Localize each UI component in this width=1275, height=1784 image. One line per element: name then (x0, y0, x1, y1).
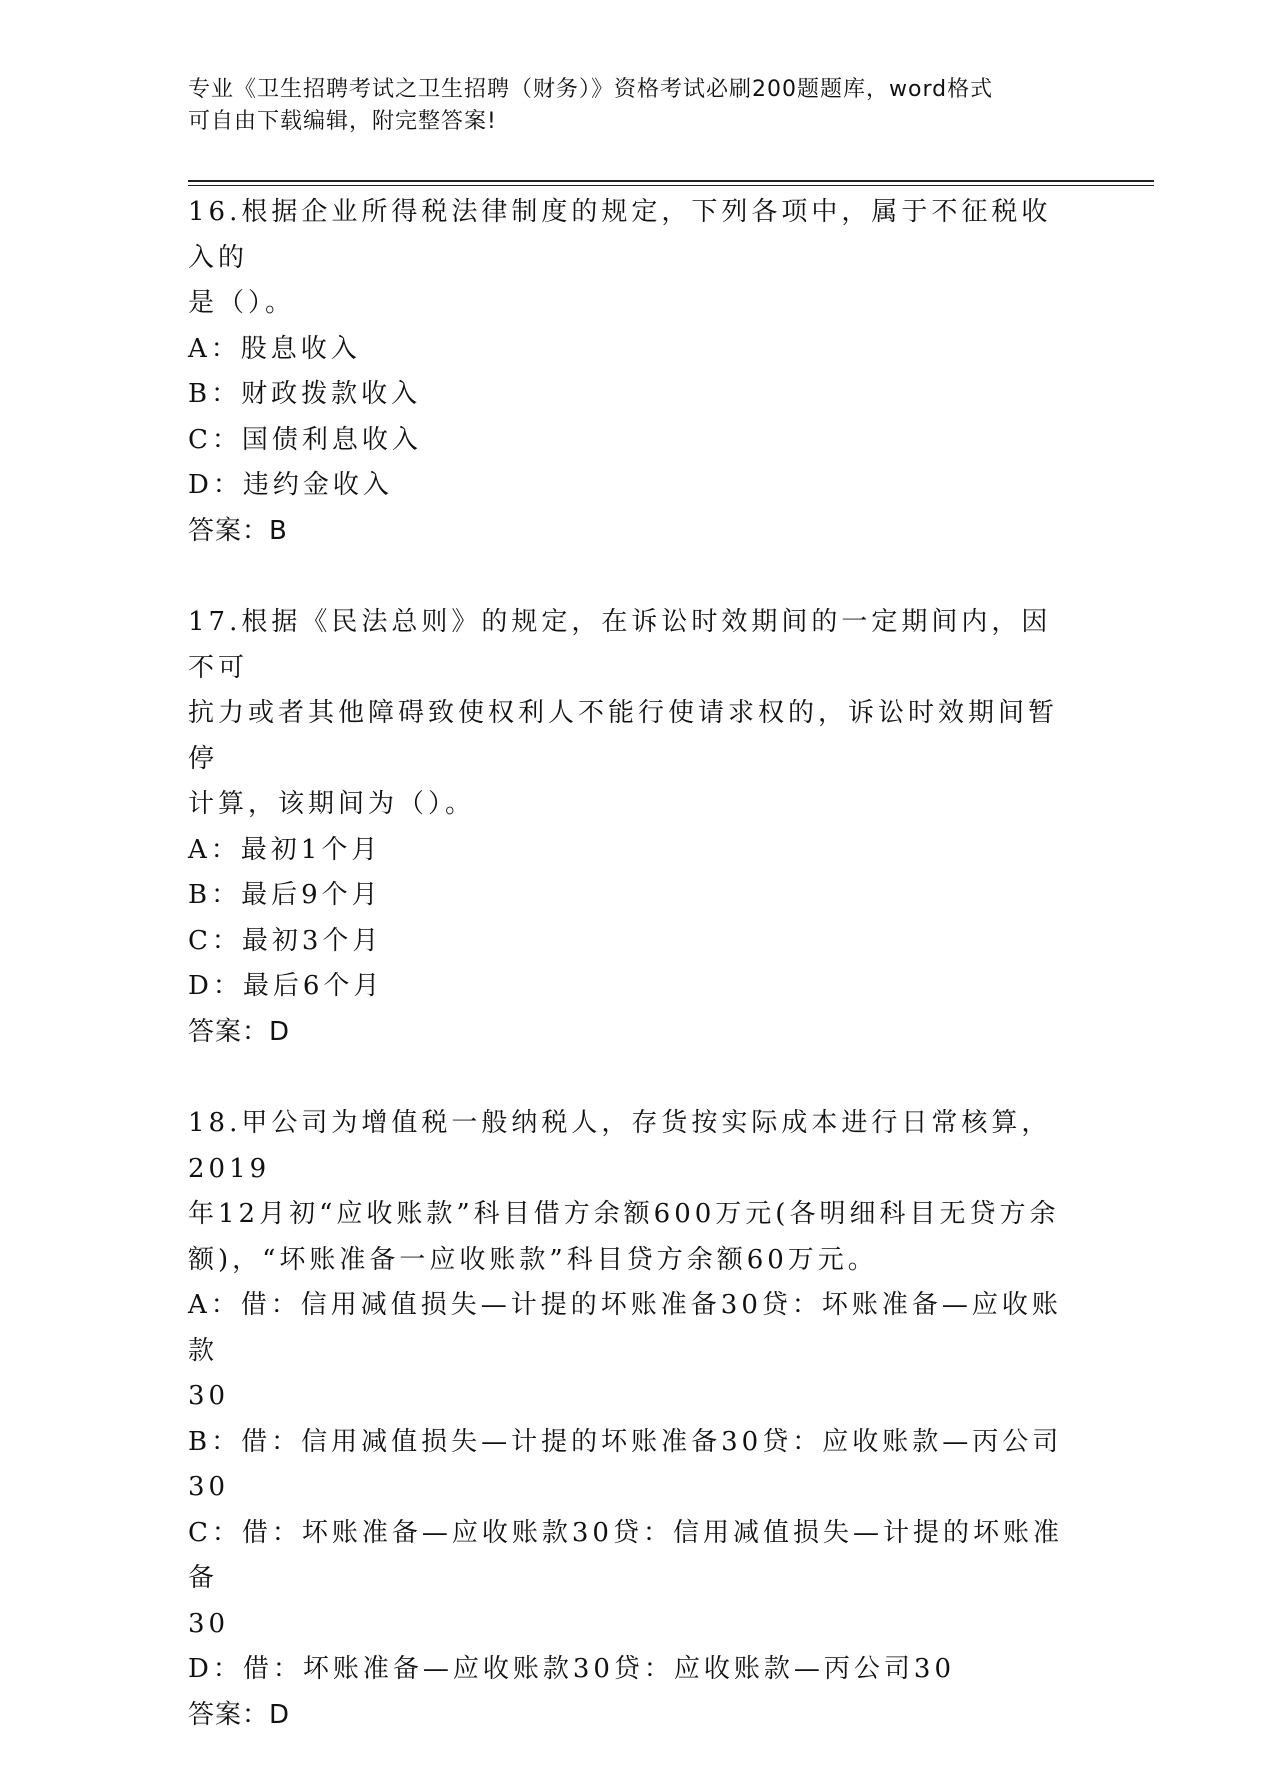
question-17 (188, 600, 1068, 1055)
option-b: B：最后9个月 (188, 880, 382, 910)
header-line-2: 可自由下载编辑，附完整答案! (188, 109, 497, 134)
question-stem-line: 抗力或者其他障碍致使权利人不能行使请求权的，诉讼时效期间暂停 (188, 698, 1059, 774)
option-c: C：最初3个月 (188, 925, 383, 956)
question-stem-line: 年12月初“应收账款”科目借方余额600万元(各明细科目无贷方余 (188, 1199, 1060, 1229)
question-18 (188, 1101, 1068, 1738)
option-c-continued: 30 (188, 1608, 230, 1639)
option-b: B：借：信用减值损失—计提的坏账准备30贷：应收账款—丙公司30 (188, 1426, 1063, 1502)
question-list (188, 190, 1068, 1784)
question-stem-line: 18.甲公司为增值税一般纳税人，存货按实际成本进行日常核算，2019 (188, 1108, 1052, 1184)
answer-label: 答案：D (188, 1699, 291, 1730)
option-a: A：股息收入 (188, 333, 361, 364)
answer-label: 答案：D (188, 1016, 291, 1047)
option-a-continued: 30 (188, 1381, 230, 1411)
answer-label: 答案：B (188, 515, 288, 546)
option-a: A：最初1个月 (188, 834, 382, 865)
option-c: C：国债利息收入 (188, 424, 422, 455)
option-b: B：财政拨款收入 (188, 379, 422, 409)
header-divider-thick (188, 180, 1154, 182)
option-d: D：借：坏账准备—应收账款30贷：应收账款—丙公司30 (188, 1654, 956, 1684)
question-stem-line: 16.根据企业所得税法律制度的规定，下列各项中，属于不征税收入的 (188, 197, 1052, 273)
question-stem-line: 计算，该期间为（）。 (188, 789, 476, 819)
question-stem-line: 额)，“坏账准备一应收账款”科目贷方余额60万元。 (188, 1244, 878, 1275)
option-a: A：借：信用减值损失—计提的坏账准备30贷：坏账准备—应收账款 (188, 1290, 1062, 1366)
question-stem-line: 是（）。 (188, 288, 296, 318)
option-d: D：最后6个月 (188, 971, 384, 1001)
header-line-1: 专业《卫生招聘考试之卫生招聘（财务）》资格考试必刷200题题库，word格式 (188, 77, 994, 102)
question-16 (188, 190, 1068, 554)
option-d: D：违约金收入 (188, 470, 393, 500)
option-c: C：借：坏账准备—应收账款30贷：信用减值损失—计提的坏账准备 (188, 1517, 1063, 1593)
document-header (188, 74, 1068, 138)
question-stem-line: 17.根据《民法总则》的规定，在诉讼时效期间的一定期间内，因不可 (188, 607, 1052, 683)
header-divider-thin (188, 185, 1154, 186)
